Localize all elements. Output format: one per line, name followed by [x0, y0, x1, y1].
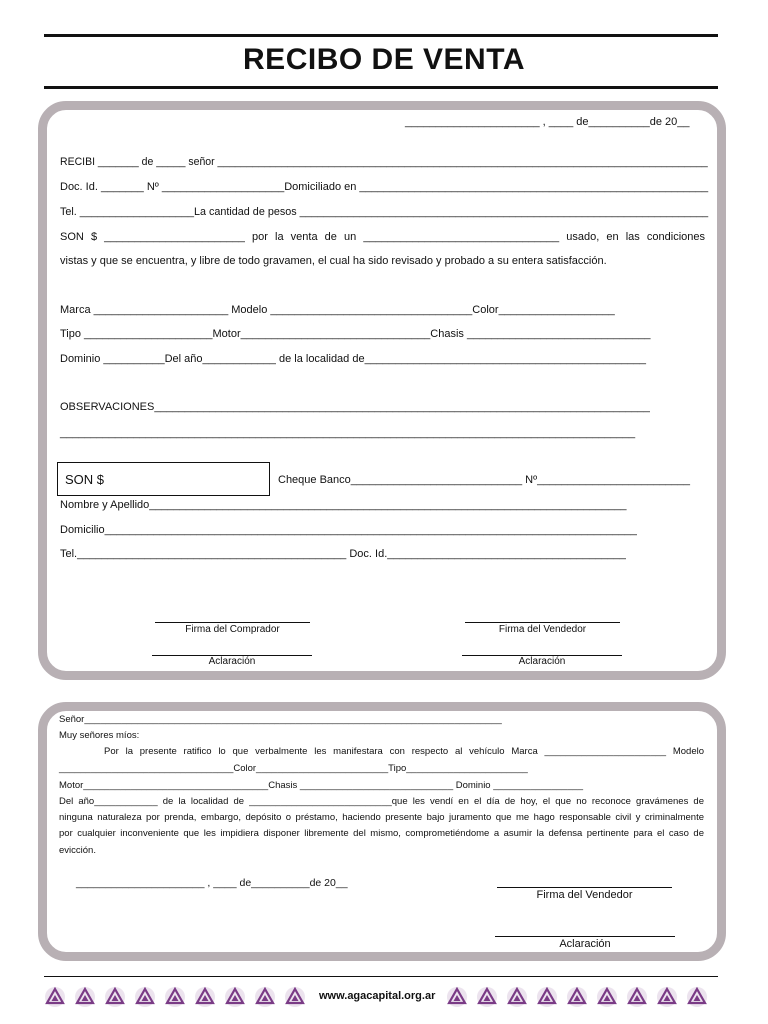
- aga-logo-icon: [74, 986, 96, 1008]
- letter-vendedor-signature-line[interactable]: [497, 887, 672, 888]
- aga-logo-icon: [686, 986, 708, 1008]
- letter-paragraph-line-5: ninguna naturaleza por prenda, embargo, depósito o préstamo, haciendo presente bajo juramento que me hago responsable civil y criminalmente: [59, 812, 704, 823]
- aga-logo-icon: [194, 986, 216, 1008]
- tel-amount-line[interactable]: Tel. ___________________La cantidad de pesos ____________________________________________________________________: [60, 206, 709, 218]
- aga-logo-icon: [656, 986, 678, 1008]
- footer-url[interactable]: www.agacapital.org.ar: [319, 990, 436, 1002]
- domicilio-line[interactable]: Domicilio_______________________________________________________________________________________: [60, 524, 637, 536]
- letter-aclaracion-label: Aclaración: [559, 938, 611, 950]
- observaciones-line-2[interactable]: ______________________________________________________________________________________________: [60, 427, 636, 439]
- observaciones-line[interactable]: OBSERVACIONES_________________________________________________________________________________: [60, 401, 650, 413]
- son-line[interactable]: SON $ _______________________ por la venta de un ________________________________ usado, en las condiciones: [60, 231, 705, 243]
- letter-firma-vendedor-label: Firma del Vendedor: [536, 889, 633, 901]
- condiciones-text: vistas y que se encuentra, y libre de todo gravamen, el cual ha sido revisado y probado a su entera satisfacción.: [60, 255, 607, 267]
- doc-id-line[interactable]: Doc. Id. _______ Nº ____________________Domiciliado en _________________________________________________________: [60, 181, 709, 193]
- dominio-line[interactable]: Dominio __________Del año____________ de la localidad de______________________________________________: [60, 353, 646, 365]
- aga-logo-icon: [224, 986, 246, 1008]
- aclaracion-left-label: Aclaración: [208, 656, 256, 667]
- aga-logo-icon: [104, 986, 126, 1008]
- letter-paragraph-line-1: Por la presente ratifico lo que verbalmente les manifestara con respecto al vehículo Marca _______________________ Modelo: [104, 746, 704, 757]
- footer-logos-right: [446, 986, 708, 1008]
- aga-logo-icon: [164, 986, 186, 1008]
- aga-logo-icon: [566, 986, 588, 1008]
- aga-logo-icon: [626, 986, 648, 1008]
- aga-logo-icon: [596, 986, 618, 1008]
- letter-paragraph-line-2[interactable]: _________________________________Color_________________________Tipo_______________________: [59, 763, 528, 774]
- title-underline: [44, 86, 718, 89]
- tipo-line[interactable]: Tipo _____________________Motor_______________________________Chasis ______________________________: [60, 328, 651, 340]
- comprador-signature-line[interactable]: [155, 622, 310, 623]
- top-rule: [44, 34, 718, 37]
- letter-paragraph-line-6: por cualquier inconveniente que les impidiera disponer libremente del mismo, comprometiéndome a asumir la defensa pertinente para el caso de: [59, 828, 704, 839]
- aga-logo-icon: [134, 986, 156, 1008]
- vendedor-signature-line[interactable]: [465, 622, 620, 623]
- marca-line[interactable]: Marca ______________________ Modelo _________________________________Color___________________: [60, 304, 615, 316]
- aga-logo-icon: [284, 986, 306, 1008]
- letter-greeting: Muy señores míos:: [59, 730, 140, 741]
- letter-paragraph-line-7: evicción.: [59, 845, 96, 856]
- page-title: RECIBO DE VENTA: [243, 43, 525, 76]
- aga-logo-icon: [506, 986, 528, 1008]
- letter-date-line[interactable]: ______________________ , ____ de__________de 20__: [76, 877, 348, 889]
- cheque-line[interactable]: Cheque Banco____________________________ Nº_________________________: [278, 474, 691, 486]
- recibi-line[interactable]: RECIBI _______ de _____ señor ____________________________________________________________________________________: [60, 156, 708, 168]
- letter-paragraph-line-3[interactable]: Motor___________________________________Chasis _____________________________ Dominio _________________: [59, 780, 584, 791]
- nombre-apellido-line[interactable]: Nombre y Apellido______________________________________________________________________________: [60, 499, 627, 511]
- firma-vendedor-label: Firma del Vendedor: [498, 624, 587, 635]
- footer-logos-left: [44, 986, 306, 1008]
- firma-comprador-label: Firma del Comprador: [185, 624, 280, 635]
- tel-doc-line[interactable]: Tel.____________________________________________ Doc. Id._______________________________________: [60, 548, 626, 560]
- aga-logo-icon: [44, 986, 66, 1008]
- aga-logo-icon: [536, 986, 558, 1008]
- letter-aclaracion-line[interactable]: [495, 936, 675, 937]
- aga-logo-icon: [254, 986, 276, 1008]
- letter-paragraph-line-4: Del año____________ de la localidad de ___________________________que les vendí en el día de hoy, el que no reconoce gravámenes de: [59, 796, 704, 807]
- receipt-date-line[interactable]: ______________________ , ____ de__________de 20__: [405, 116, 690, 128]
- footer-rule: [44, 976, 718, 977]
- aga-logo-icon: [476, 986, 498, 1008]
- son-box-label: SON $: [65, 472, 105, 487]
- aclaracion-right-label: Aclaración: [518, 656, 566, 667]
- letter-senor-line[interactable]: Señor_______________________________________________________________________________: [59, 714, 502, 725]
- aga-logo-icon: [446, 986, 468, 1008]
